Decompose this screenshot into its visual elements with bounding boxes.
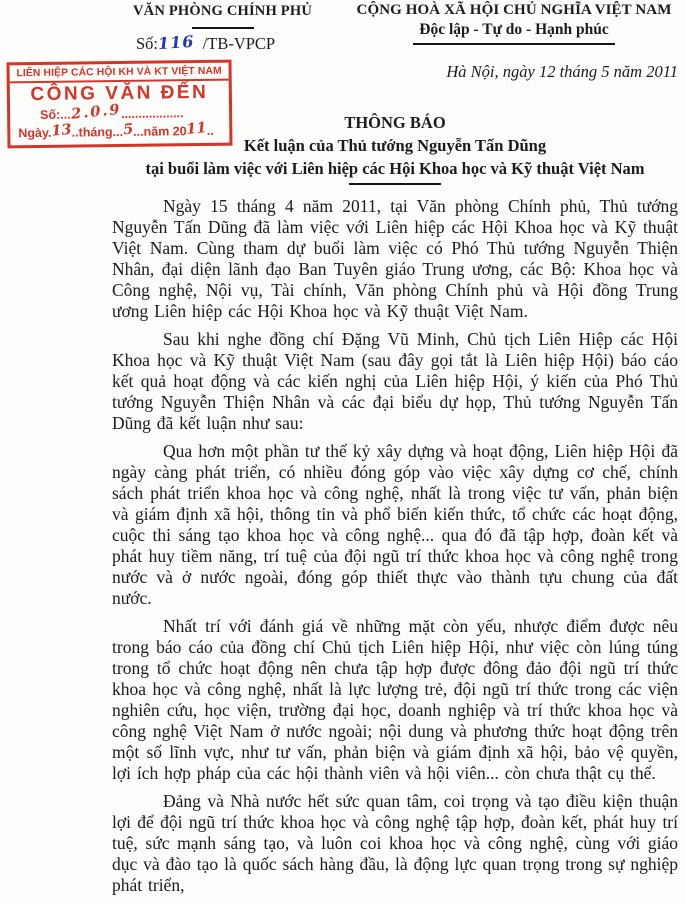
place-and-date: Hà Nội, ngày 12 tháng 5 năm 2011	[446, 62, 678, 81]
arrival-stamp-date-suffix: ..	[206, 123, 214, 138]
arrival-stamp-year-prefix: ...năm 20	[133, 124, 187, 139]
national-header-block	[348, 2, 680, 82]
title-block	[112, 111, 678, 185]
national-header: CỘNG HOÀ XÃ HỘI CHỦ NGHĨA VIỆT NAM	[356, 2, 672, 18]
document-number	[136, 31, 276, 54]
body-paragraph: Ngày 15 tháng 4 năm 2011, tại Văn phòng Chính phủ, Thủ tướng Nguyễn Tấn Dũng đã làm việc với Liên hiệp các Hội Khoa học và Kỹ thuật Việt Nam. Cùng tham dự buổi làm việc có Phó Thủ tướng Nguyễn Thiện Nhân, đại diện lãnh đạo Ban Tuyên giáo Trung ương, các Bộ: Khoa học và Công nghệ, Nội vụ, Tài chính, Văn phòng Chính phủ và Hội đồng Trung ương Liên hiệp các Hội Khoa học và Kỹ thuật Việt Nam.	[112, 196, 678, 321]
arrival-stamp-org: LIÊN HIỆP CÁC HỘI KH VÀ KT VIỆT NAM	[10, 63, 229, 84]
body-paragraph: Đảng và Nhà nước hết sức quan tâm, coi trọng và tạo điều kiện thuận lợi để đội ngũ trí thức khoa học và công nghệ tập hợp, đoàn kết, phát huy trí tuệ, sức mạnh sáng tạo, và luôn coi khoa học và công nghệ, cùng với giáo dục và đào tạo là quốc sách hàng đầu, là động lực quan trọng trong sự nghiệp phát triển,	[112, 791, 678, 895]
body-paragraph: Nhất trí với đánh giá về những mặt còn yếu, nhược điểm được nêu trong báo cáo của đồng chí Chủ tịch Liên hiệp Hội, như việc còn lúng túng trong tổ chức hoạt động nên chưa tập hợp được đông đảo đội ngũ trí thức khoa học và công nghệ, nhất là lực lượng trẻ, đội ngũ trí thức trong các viện nghiên cứu, học viện, trường đại học, doanh nghiệp và trí thức khoa học và công nghệ Việt Nam ở nước ngoài; nội dung và phương thức hoạt động trên một số lĩnh vực, như tư vấn, phản biện và giám định xã hội, bảo vệ quyền, lợi ích hợp pháp của các hội thành viên và hội viên... còn chưa thật cụ thể.	[112, 616, 678, 783]
body-paragraph: Sau khi nghe đồng chí Đặng Vũ Minh, Chủ tịch Liên Hiệp các Hội Khoa học và Kỹ thuật Việt Nam (sau đây gọi tắt là Liên hiệp Hội) báo cáo kết quả hoạt động và các kiến nghị của Liên hiệp Hội, ý kiến của Phó Thủ tướng Nguyễn Thiện Nhân và các đại biểu dự họp, Thủ tướng Nguyễn Tấn Dũng đã kết luận như sau:	[112, 329, 678, 433]
arrival-stamp-date-prefix: Ngày.	[18, 125, 52, 141]
arrival-stamp-day-handwritten: 13	[50, 120, 73, 140]
arrival-stamp-title: CÔNG VĂN ĐẾN	[30, 81, 209, 106]
title-underline	[349, 183, 441, 185]
document-type-title: THÔNG BÁO	[344, 113, 446, 132]
document-number-label: Số:	[136, 34, 159, 53]
document-subtitle-line3: tại buổi làm việc với Liên hiệp các Hội Khoa học và Kỹ thuật Việt Nam	[145, 159, 645, 178]
document-body	[112, 196, 678, 903]
body-paragraph: Qua hơn một phần tư thế kỷ xây dựng và hoạt động, Liên hiệp Hội đã ngày càng phát triển, có nhiều đóng góp vào việc xây dựng cơ chế, chính sách phát triển khoa học và công nghệ, nhất là trong việc tư vấn, phản biện và giám định xã hội, thông tin và phổ biến kiến thức, tổ chức các hoạt động, cuộc thi sáng tạo khoa học và công nghệ... qua đó đã tập hợp, đoàn kết và phát huy tiềm năng, trí tuệ của đội ngũ trí thức khoa học và công nghệ trong nước và ở nước ngoài, đóng góp thiết thực vào thành tựu chung của đất nước.	[112, 441, 678, 608]
arrival-stamp-year-handwritten: 11	[185, 119, 208, 139]
issuer-block	[110, 3, 335, 29]
arrival-stamp-date-mid: ..tháng...	[71, 124, 124, 140]
issuer-underline	[192, 27, 254, 29]
arrival-stamp-number-handwritten: 2.0.9	[69, 100, 122, 123]
document-number-suffix: /TB-VPCP	[202, 34, 276, 53]
document-subtitle-line2: Kết luận của Thủ tướng Nguyễn Tấn Dũng	[243, 136, 547, 155]
arrival-stamp-number-dots: ..................	[120, 106, 184, 121]
issuer-name: VĂN PHÒNG CHÍNH PHỦ	[132, 3, 312, 19]
arrival-stamp-number-label: Số:...	[40, 107, 71, 122]
document-number-handwritten: 116	[157, 31, 196, 54]
national-motto: Độc lập - Tự do - Hạnh phúc	[413, 19, 614, 45]
arrival-stamp-month-handwritten: 5	[122, 120, 134, 139]
